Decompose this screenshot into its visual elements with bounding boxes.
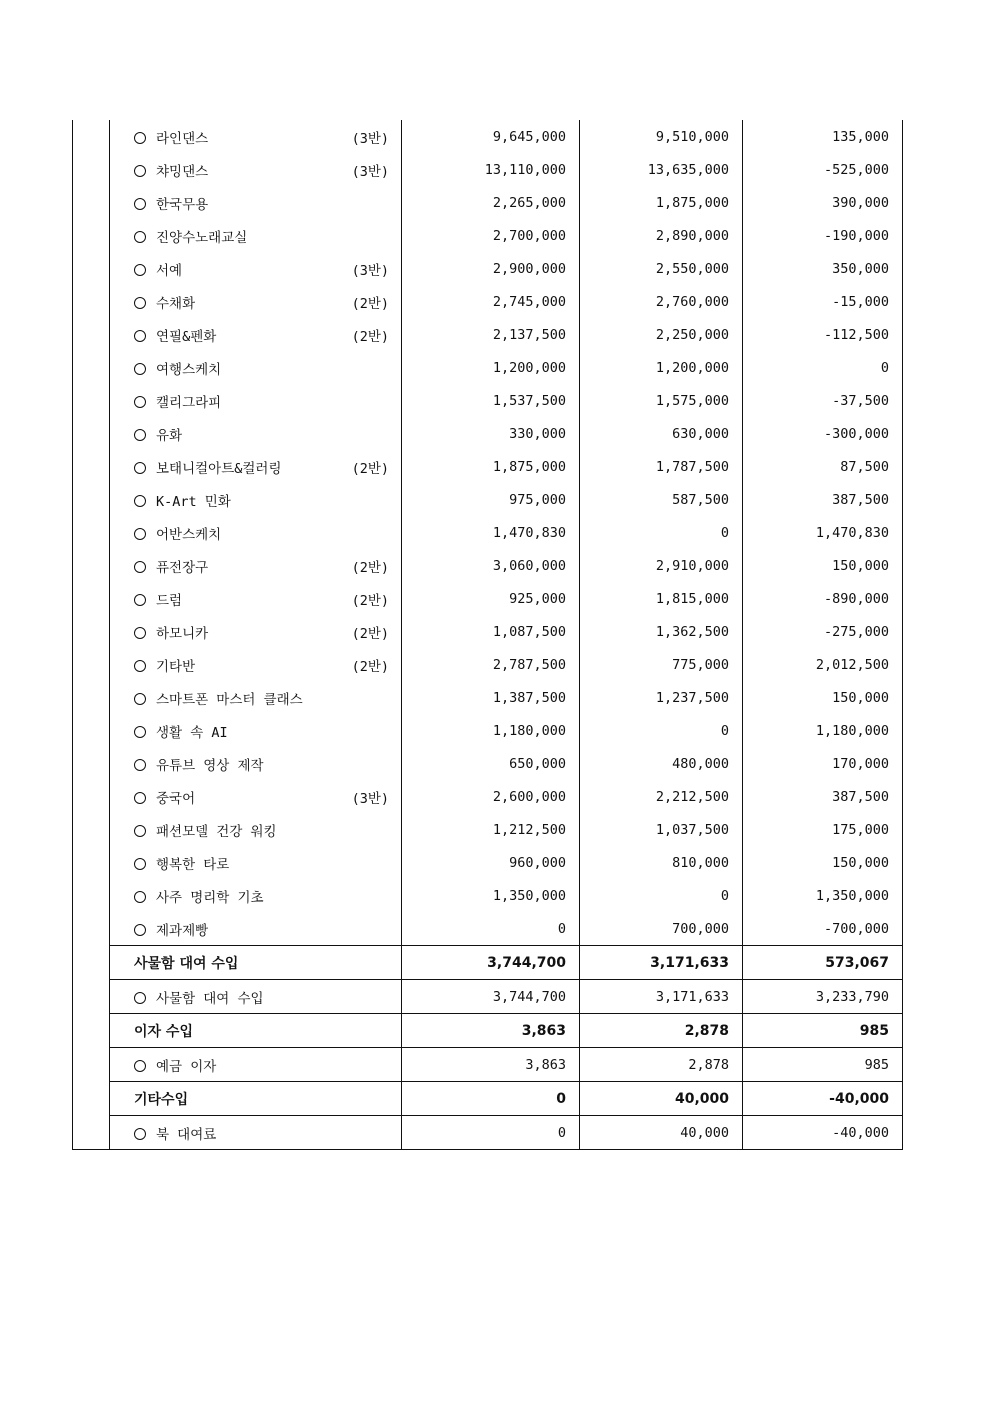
item-name-cell	[110, 648, 402, 681]
category-amount-1-cell: 0	[402, 1082, 580, 1116]
amount-1-cell: 3,744,700	[402, 980, 580, 1014]
item-name: 사주 명리학 기초	[156, 889, 264, 906]
amount-1-cell: 2,745,000	[402, 285, 580, 318]
item-name-cell	[110, 846, 402, 879]
amount-1-cell: 2,265,000	[402, 186, 580, 219]
category-difference-cell: 985	[743, 1014, 903, 1048]
difference-cell: -890,000	[743, 582, 903, 615]
amount-2-cell: 630,000	[580, 417, 743, 450]
amount-2-cell: 2,910,000	[580, 549, 743, 582]
table-row	[73, 747, 903, 780]
amount-1-cell: 1,875,000	[402, 450, 580, 483]
difference-cell: -40,000	[743, 1116, 903, 1150]
difference-cell: 3,233,790	[743, 980, 903, 1014]
category-column-cell	[73, 980, 110, 1014]
category-column-cell	[73, 780, 110, 813]
item-name-cell	[110, 450, 402, 483]
amount-2-cell: 1,815,000	[580, 582, 743, 615]
circle-bullet-icon	[134, 891, 146, 903]
category-column-cell	[73, 153, 110, 186]
circle-bullet-icon	[134, 825, 146, 837]
item-name-cell	[110, 912, 402, 946]
class-count-note: (3반)	[351, 163, 389, 180]
circle-bullet-icon	[134, 495, 146, 507]
difference-cell: -37,500	[743, 384, 903, 417]
table-row	[73, 516, 903, 549]
item-name: 라인댄스	[156, 130, 209, 147]
category-column-cell	[73, 516, 110, 549]
category-name-cell: 이자 수입	[110, 1014, 402, 1048]
category-column-cell	[73, 351, 110, 384]
item-name-cell	[110, 681, 402, 714]
item-name-cell	[110, 1048, 402, 1082]
table-row	[73, 582, 903, 615]
circle-bullet-icon	[134, 396, 146, 408]
budget-sheet	[72, 120, 902, 1150]
difference-cell: 2,012,500	[743, 648, 903, 681]
item-name-cell	[110, 351, 402, 384]
amount-1-cell: 650,000	[402, 747, 580, 780]
item-name-cell	[110, 153, 402, 186]
item-name: 스마트폰 마스터 클래스	[156, 691, 303, 708]
item-name-cell	[110, 318, 402, 351]
table-row	[73, 384, 903, 417]
category-row	[73, 1082, 903, 1116]
difference-cell: 87,500	[743, 450, 903, 483]
table-row	[73, 912, 903, 946]
amount-1-cell: 1,200,000	[402, 351, 580, 384]
item-name: 행복한 타로	[156, 856, 230, 873]
category-column-cell	[73, 615, 110, 648]
category-difference-cell: -40,000	[743, 1082, 903, 1116]
table-row	[73, 846, 903, 879]
item-name: 중국어	[156, 790, 196, 807]
circle-bullet-icon	[134, 726, 146, 738]
amount-1-cell: 330,000	[402, 417, 580, 450]
difference-cell: -275,000	[743, 615, 903, 648]
circle-bullet-icon	[134, 462, 146, 474]
difference-cell: 0	[743, 351, 903, 384]
category-column-cell	[73, 714, 110, 747]
item-name: 진양수노래교실	[156, 229, 248, 246]
amount-1-cell: 1,350,000	[402, 879, 580, 912]
item-name: 패션모델 건강 워킹	[156, 823, 277, 840]
difference-cell: 1,350,000	[743, 879, 903, 912]
amount-1-cell: 975,000	[402, 483, 580, 516]
table-row	[73, 1048, 903, 1082]
category-amount-1-cell: 3,744,700	[402, 946, 580, 980]
amount-1-cell: 1,470,830	[402, 516, 580, 549]
category-amount-2-cell: 3,171,633	[580, 946, 743, 980]
item-name: 유튜브 영상 제작	[156, 757, 264, 774]
circle-bullet-icon	[134, 1060, 146, 1072]
amount-2-cell: 0	[580, 879, 743, 912]
item-name-cell	[110, 219, 402, 252]
item-name: 퓨전장구	[156, 559, 209, 576]
category-column-cell	[73, 912, 110, 946]
class-count-note: (2반)	[351, 625, 389, 642]
amount-2-cell: 1,362,500	[580, 615, 743, 648]
amount-1-cell: 2,787,500	[402, 648, 580, 681]
difference-cell: 387,500	[743, 483, 903, 516]
item-name-cell	[110, 582, 402, 615]
category-difference-cell: 573,067	[743, 946, 903, 980]
class-count-note: (3반)	[351, 790, 389, 807]
circle-bullet-icon	[134, 132, 146, 144]
table-row	[73, 813, 903, 846]
item-name-cell	[110, 285, 402, 318]
class-count-note: (3반)	[351, 130, 389, 147]
category-column-cell	[73, 582, 110, 615]
amount-1-cell: 1,387,500	[402, 681, 580, 714]
table-row	[73, 285, 903, 318]
table-row	[73, 252, 903, 285]
difference-cell: 135,000	[743, 120, 903, 153]
item-name-cell	[110, 120, 402, 153]
category-column-cell	[73, 219, 110, 252]
amount-2-cell: 2,550,000	[580, 252, 743, 285]
table-row	[73, 417, 903, 450]
difference-cell: 1,180,000	[743, 714, 903, 747]
difference-cell: 390,000	[743, 186, 903, 219]
category-column-cell	[73, 813, 110, 846]
circle-bullet-icon	[134, 693, 146, 705]
difference-cell: 150,000	[743, 846, 903, 879]
category-column-cell	[73, 318, 110, 351]
amount-1-cell: 0	[402, 1116, 580, 1150]
amount-1-cell: 3,863	[402, 1048, 580, 1082]
category-amount-2-cell: 40,000	[580, 1082, 743, 1116]
item-name-cell	[110, 384, 402, 417]
circle-bullet-icon	[134, 627, 146, 639]
circle-bullet-icon	[134, 792, 146, 804]
item-name: 캘리그라피	[156, 394, 222, 411]
class-count-note: (2반)	[351, 559, 389, 576]
table-row	[73, 483, 903, 516]
category-row	[73, 946, 903, 980]
amount-1-cell: 3,060,000	[402, 549, 580, 582]
category-column-cell	[73, 450, 110, 483]
item-name: 예금 이자	[156, 1058, 217, 1075]
circle-bullet-icon	[134, 759, 146, 771]
amount-2-cell: 1,787,500	[580, 450, 743, 483]
circle-bullet-icon	[134, 660, 146, 672]
item-name-cell	[110, 879, 402, 912]
category-column-cell	[73, 1116, 110, 1150]
item-name-cell	[110, 483, 402, 516]
item-name: 생활 속 AI	[156, 724, 228, 741]
circle-bullet-icon	[134, 429, 146, 441]
circle-bullet-icon	[134, 330, 146, 342]
table-row	[73, 780, 903, 813]
amount-2-cell: 2,212,500	[580, 780, 743, 813]
category-column-cell	[73, 879, 110, 912]
amount-1-cell: 925,000	[402, 582, 580, 615]
circle-bullet-icon	[134, 528, 146, 540]
amount-1-cell: 960,000	[402, 846, 580, 879]
circle-bullet-icon	[134, 561, 146, 573]
table-row	[73, 120, 903, 153]
category-row	[73, 1014, 903, 1048]
amount-2-cell: 9,510,000	[580, 120, 743, 153]
amount-2-cell: 2,760,000	[580, 285, 743, 318]
amount-2-cell: 2,878	[580, 1048, 743, 1082]
amount-2-cell: 2,250,000	[580, 318, 743, 351]
table-row	[73, 153, 903, 186]
circle-bullet-icon	[134, 363, 146, 375]
item-name: 사물함 대여 수입	[156, 990, 264, 1007]
item-name: 수채화	[156, 295, 196, 312]
table-row	[73, 980, 903, 1014]
item-name: 어반스케치	[156, 526, 222, 543]
difference-cell: 1,470,830	[743, 516, 903, 549]
class-count-note: (2반)	[351, 328, 389, 345]
amount-2-cell: 810,000	[580, 846, 743, 879]
category-column-cell	[73, 846, 110, 879]
category-column-cell	[73, 747, 110, 780]
category-amount-2-cell: 2,878	[580, 1014, 743, 1048]
table-row	[73, 219, 903, 252]
item-name: 하모니카	[156, 625, 209, 642]
category-column-cell	[73, 1082, 110, 1116]
amount-1-cell: 1,212,500	[402, 813, 580, 846]
amount-2-cell: 480,000	[580, 747, 743, 780]
circle-bullet-icon	[134, 594, 146, 606]
circle-bullet-icon	[134, 297, 146, 309]
table-row	[73, 186, 903, 219]
difference-cell: 150,000	[743, 681, 903, 714]
class-count-note: (2반)	[351, 295, 389, 312]
item-name-cell	[110, 1116, 402, 1150]
circle-bullet-icon	[134, 1128, 146, 1140]
difference-cell: -525,000	[743, 153, 903, 186]
category-column-cell	[73, 186, 110, 219]
amount-2-cell: 775,000	[580, 648, 743, 681]
circle-bullet-icon	[134, 165, 146, 177]
amount-1-cell: 1,087,500	[402, 615, 580, 648]
category-name-cell: 기타수입	[110, 1082, 402, 1116]
item-name-cell	[110, 714, 402, 747]
class-count-note: (2반)	[351, 592, 389, 609]
amount-2-cell: 0	[580, 516, 743, 549]
item-name-cell	[110, 615, 402, 648]
item-name: 챠밍댄스	[156, 163, 209, 180]
difference-cell: -112,500	[743, 318, 903, 351]
category-column-cell	[73, 483, 110, 516]
category-column-cell	[73, 1014, 110, 1048]
difference-cell: 985	[743, 1048, 903, 1082]
amount-1-cell: 2,900,000	[402, 252, 580, 285]
difference-cell: 150,000	[743, 549, 903, 582]
class-count-note: (2반)	[351, 460, 389, 477]
amount-2-cell: 1,237,500	[580, 681, 743, 714]
item-name-cell	[110, 252, 402, 285]
table-row	[73, 450, 903, 483]
table-row	[73, 351, 903, 384]
circle-bullet-icon	[134, 264, 146, 276]
amount-2-cell: 2,890,000	[580, 219, 743, 252]
item-name-cell	[110, 980, 402, 1014]
category-column-cell	[73, 549, 110, 582]
item-name: K-Art 민화	[156, 493, 231, 510]
item-name-cell	[110, 549, 402, 582]
category-column-cell	[73, 681, 110, 714]
item-name-cell	[110, 516, 402, 549]
amount-2-cell: 587,500	[580, 483, 743, 516]
circle-bullet-icon	[134, 992, 146, 1004]
amount-2-cell: 1,575,000	[580, 384, 743, 417]
table-row	[73, 1116, 903, 1150]
amount-2-cell: 40,000	[580, 1116, 743, 1150]
table-row	[73, 714, 903, 747]
item-name: 유화	[156, 427, 183, 444]
amount-2-cell: 3,171,633	[580, 980, 743, 1014]
category-column-cell	[73, 946, 110, 980]
amount-2-cell: 700,000	[580, 912, 743, 946]
table-row	[73, 549, 903, 582]
category-column-cell	[73, 285, 110, 318]
difference-cell: 387,500	[743, 780, 903, 813]
difference-cell: 170,000	[743, 747, 903, 780]
category-column-cell	[73, 648, 110, 681]
difference-cell: -15,000	[743, 285, 903, 318]
amount-1-cell: 9,645,000	[402, 120, 580, 153]
category-column-cell	[73, 417, 110, 450]
table-row	[73, 318, 903, 351]
amount-2-cell: 1,037,500	[580, 813, 743, 846]
category-name-cell: 사물함 대여 수입	[110, 946, 402, 980]
category-amount-1-cell: 3,863	[402, 1014, 580, 1048]
amount-1-cell: 1,180,000	[402, 714, 580, 747]
table-row	[73, 615, 903, 648]
category-column-cell	[73, 252, 110, 285]
difference-cell: -300,000	[743, 417, 903, 450]
difference-cell: -700,000	[743, 912, 903, 946]
item-name-cell	[110, 780, 402, 813]
table-row	[73, 681, 903, 714]
amount-1-cell: 1,537,500	[402, 384, 580, 417]
category-column-cell	[73, 120, 110, 153]
amount-2-cell: 1,875,000	[580, 186, 743, 219]
amount-2-cell: 0	[580, 714, 743, 747]
class-count-note: (3반)	[351, 262, 389, 279]
item-name-cell	[110, 417, 402, 450]
amount-1-cell: 2,137,500	[402, 318, 580, 351]
item-name: 연필&펜화	[156, 328, 217, 345]
difference-cell: 175,000	[743, 813, 903, 846]
table-row	[73, 648, 903, 681]
item-name: 제과제빵	[156, 922, 209, 939]
class-count-note: (2반)	[351, 658, 389, 675]
table-row	[73, 879, 903, 912]
item-name-cell	[110, 747, 402, 780]
amount-1-cell: 13,110,000	[402, 153, 580, 186]
item-name: 한국무용	[156, 196, 209, 213]
item-name: 기타반	[156, 658, 196, 675]
amount-1-cell: 2,600,000	[402, 780, 580, 813]
income-table	[72, 120, 903, 1150]
amount-2-cell: 13,635,000	[580, 153, 743, 186]
circle-bullet-icon	[134, 924, 146, 936]
circle-bullet-icon	[134, 858, 146, 870]
item-name-cell	[110, 813, 402, 846]
difference-cell: -190,000	[743, 219, 903, 252]
item-name: 드럼	[156, 592, 183, 609]
item-name: 서예	[156, 262, 183, 279]
circle-bullet-icon	[134, 198, 146, 210]
difference-cell: 350,000	[743, 252, 903, 285]
amount-1-cell: 0	[402, 912, 580, 946]
amount-1-cell: 2,700,000	[402, 219, 580, 252]
item-name-cell	[110, 186, 402, 219]
category-column-cell	[73, 1048, 110, 1082]
amount-2-cell: 1,200,000	[580, 351, 743, 384]
item-name: 보태니컬아트&컬러링	[156, 460, 282, 477]
category-column-cell	[73, 384, 110, 417]
item-name: 북 대여료	[156, 1126, 217, 1143]
circle-bullet-icon	[134, 231, 146, 243]
item-name: 여행스케치	[156, 361, 222, 378]
